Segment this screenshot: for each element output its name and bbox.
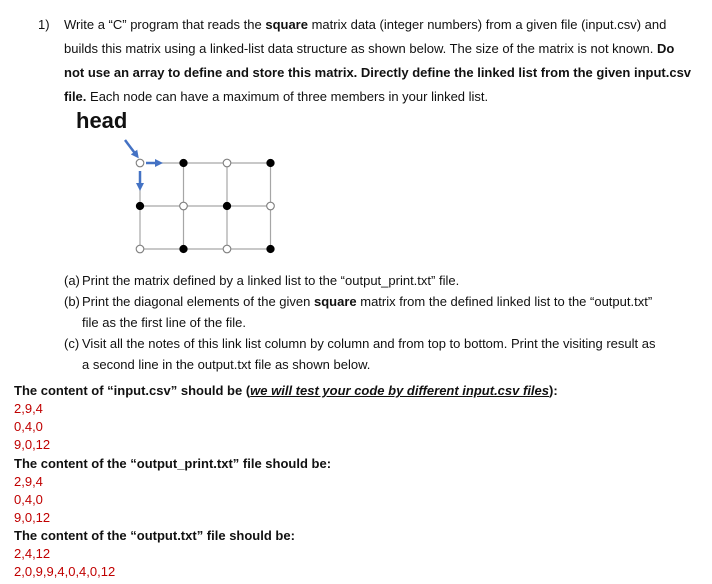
output-heading: The content of the “output.txt” file should be: [14, 528, 295, 543]
output-line-1: 2,4,12 [14, 546, 51, 561]
output-print-line-1: 2,9,4 [14, 474, 43, 489]
question-line-1: Write a “C” program that reads the square matrix data (integer numbers) from a given file (input.csv) and [64, 17, 667, 32]
question-line-2: builds this matrix using a linked-list data structure as shown below. The size of the matrix is not known. Do [64, 41, 675, 56]
question-number: 1) [38, 17, 50, 32]
question-line-4: file. Each node can have a maximum of three members in your linked list. [64, 89, 489, 104]
matrix-node [267, 159, 274, 166]
output-print-line-2: 0,4,0 [14, 492, 43, 507]
matrix-node [136, 202, 143, 209]
input-line-3: 9,0,12 [14, 437, 51, 452]
subitem-b: (b) Print the diagonal elements of the given square matrix from the defined linked list to the “output.txt” file as the first line of the file. [64, 294, 653, 330]
input-line-2: 0,4,0 [14, 419, 43, 434]
matrix-node [136, 245, 144, 253]
subitem-a: (a) Print the matrix defined by a linked list to the “output_print.txt” file. [64, 273, 460, 288]
matrix-node [180, 159, 187, 166]
matrix-node [267, 202, 275, 210]
input-section-heading: The content of “input.csv” should be (we will test your code by different input.csv files): [14, 383, 558, 398]
head-label: head [76, 108, 128, 133]
matrix-node [180, 245, 187, 252]
output-print-line-3: 9,0,12 [14, 510, 51, 525]
input-line-1: 2,9,4 [14, 401, 43, 416]
subitem-c: (c) Visit all the notes of this link list column by column and from top to bottom. Print the visiting result as a second line in the output.txt file as shown below. [64, 336, 656, 372]
matrix-node [180, 202, 188, 210]
output-line-2: 2,0,9,9,4,0,4,0,12 [14, 564, 116, 579]
head-pointer-arrow [125, 140, 137, 156]
matrix-node [223, 245, 231, 253]
grid-lines [140, 163, 271, 249]
question-line-3: not use an array to define and store this matrix. Directly define the linked list from the given input.csv [64, 65, 692, 80]
matrix-node [267, 245, 274, 252]
output-print-heading: The content of the “output_print.txt” file should be: [14, 456, 332, 471]
matrix-node [223, 159, 231, 167]
matrix-node [223, 202, 230, 209]
test-note-link: we will test your code by different input.csv files [250, 383, 550, 398]
matrix-node [136, 159, 144, 167]
